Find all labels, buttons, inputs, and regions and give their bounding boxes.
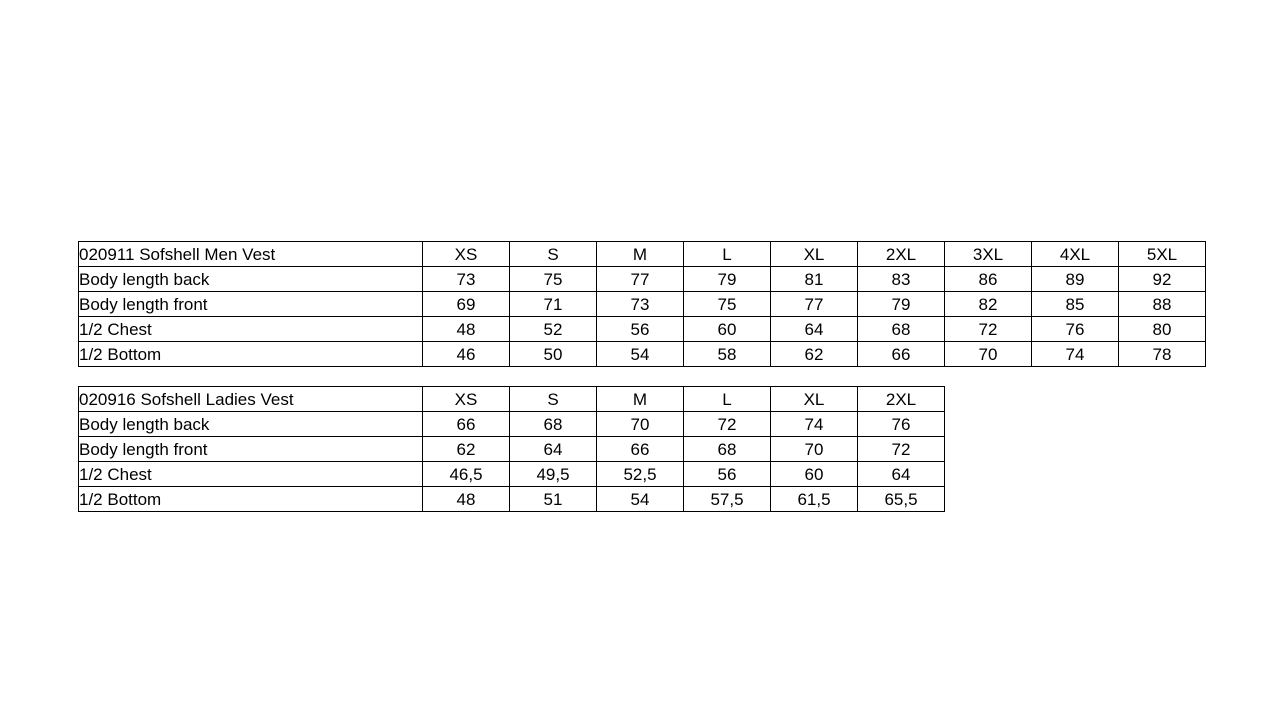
value-cell: 70	[945, 342, 1032, 367]
value-cell: 60	[771, 462, 858, 487]
table-title-cell: 020911 Sofshell Men Vest	[79, 242, 423, 267]
value-cell: 75	[684, 292, 771, 317]
row-label-cell: 1/2 Bottom	[79, 487, 423, 512]
measurement-row	[79, 267, 1206, 292]
value-cell: 46	[423, 342, 510, 367]
measurement-row	[79, 487, 945, 512]
value-cell: 57,5	[684, 487, 771, 512]
size-header-cell: 3XL	[945, 242, 1032, 267]
size-table-header-row	[79, 242, 1206, 267]
value-cell: 79	[684, 267, 771, 292]
value-cell: 69	[423, 292, 510, 317]
size-header-cell: S	[510, 242, 597, 267]
value-cell: 76	[858, 412, 945, 437]
row-label-cell: Body length back	[79, 412, 423, 437]
value-cell: 64	[858, 462, 945, 487]
row-label-cell: 1/2 Bottom	[79, 342, 423, 367]
size-table-header-row	[79, 387, 945, 412]
size-header-cell: XL	[771, 242, 858, 267]
value-cell: 56	[597, 317, 684, 342]
value-cell: 77	[597, 267, 684, 292]
value-cell: 76	[1032, 317, 1119, 342]
size-header-cell: 4XL	[1032, 242, 1119, 267]
measurement-row	[79, 412, 945, 437]
size-header-cell: 2XL	[858, 242, 945, 267]
measurement-row	[79, 462, 945, 487]
value-cell: 49,5	[510, 462, 597, 487]
size-header-cell: M	[597, 387, 684, 412]
value-cell: 81	[771, 267, 858, 292]
value-cell: 62	[423, 437, 510, 462]
value-cell: 73	[597, 292, 684, 317]
value-cell: 64	[510, 437, 597, 462]
row-label-cell: Body length front	[79, 292, 423, 317]
ladies-vest-size-table	[78, 386, 945, 512]
row-label-cell: 1/2 Chest	[79, 462, 423, 487]
value-cell: 46,5	[423, 462, 510, 487]
value-cell: 71	[510, 292, 597, 317]
value-cell: 48	[423, 487, 510, 512]
table-title-cell: 020916 Sofshell Ladies Vest	[79, 387, 423, 412]
size-header-cell: 2XL	[858, 387, 945, 412]
value-cell: 82	[945, 292, 1032, 317]
value-cell: 83	[858, 267, 945, 292]
value-cell: 80	[1119, 317, 1206, 342]
measurement-row	[79, 437, 945, 462]
size-header-cell: L	[684, 242, 771, 267]
value-cell: 85	[1032, 292, 1119, 317]
value-cell: 52	[510, 317, 597, 342]
value-cell: 86	[945, 267, 1032, 292]
value-cell: 78	[1119, 342, 1206, 367]
value-cell: 74	[1032, 342, 1119, 367]
value-cell: 54	[597, 342, 684, 367]
value-cell: 72	[945, 317, 1032, 342]
size-header-cell: S	[510, 387, 597, 412]
value-cell: 68	[858, 317, 945, 342]
value-cell: 75	[510, 267, 597, 292]
value-cell: 52,5	[597, 462, 684, 487]
value-cell: 66	[423, 412, 510, 437]
measurement-row	[79, 317, 1206, 342]
value-cell: 70	[597, 412, 684, 437]
value-cell: 62	[771, 342, 858, 367]
men-vest-size-table	[78, 241, 1206, 367]
value-cell: 74	[771, 412, 858, 437]
value-cell: 48	[423, 317, 510, 342]
measurement-row	[79, 292, 1206, 317]
value-cell: 51	[510, 487, 597, 512]
value-cell: 58	[684, 342, 771, 367]
row-label-cell: Body length back	[79, 267, 423, 292]
value-cell: 72	[858, 437, 945, 462]
row-label-cell: 1/2 Chest	[79, 317, 423, 342]
value-cell: 68	[684, 437, 771, 462]
value-cell: 66	[597, 437, 684, 462]
value-cell: 72	[684, 412, 771, 437]
value-cell: 65,5	[858, 487, 945, 512]
value-cell: 68	[510, 412, 597, 437]
value-cell: 60	[684, 317, 771, 342]
measurement-row	[79, 342, 1206, 367]
value-cell: 64	[771, 317, 858, 342]
value-cell: 70	[771, 437, 858, 462]
value-cell: 50	[510, 342, 597, 367]
value-cell: 89	[1032, 267, 1119, 292]
value-cell: 88	[1119, 292, 1206, 317]
row-label-cell: Body length front	[79, 437, 423, 462]
value-cell: 56	[684, 462, 771, 487]
size-header-cell: XS	[423, 242, 510, 267]
value-cell: 61,5	[771, 487, 858, 512]
size-header-cell: L	[684, 387, 771, 412]
size-header-cell: 5XL	[1119, 242, 1206, 267]
value-cell: 92	[1119, 267, 1206, 292]
value-cell: 79	[858, 292, 945, 317]
value-cell: 54	[597, 487, 684, 512]
value-cell: 73	[423, 267, 510, 292]
size-header-cell: M	[597, 242, 684, 267]
value-cell: 77	[771, 292, 858, 317]
size-header-cell: XL	[771, 387, 858, 412]
value-cell: 66	[858, 342, 945, 367]
size-header-cell: XS	[423, 387, 510, 412]
